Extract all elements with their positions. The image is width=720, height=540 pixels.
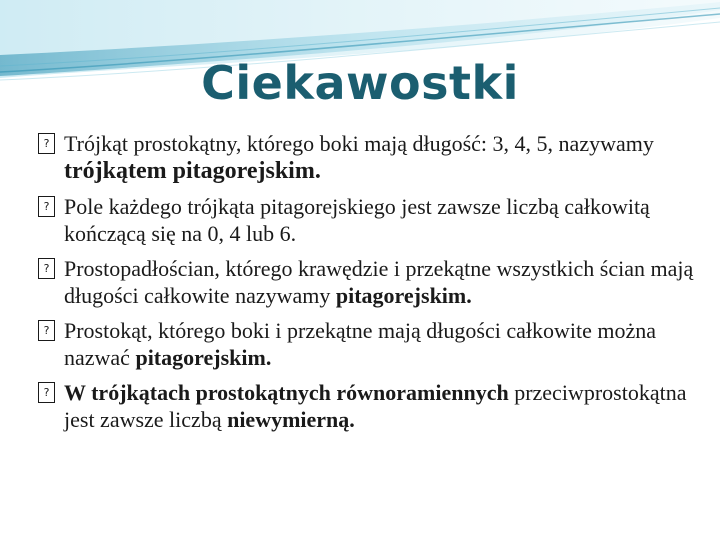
list-item: ? W trójkątach prostokątnych równoramiennych przeciwprostokątna jest zawsze liczbą niewymierną.: [38, 379, 698, 433]
missing-glyph-bullet-icon: ?: [38, 320, 55, 341]
slide-title: Ciekawostki: [201, 56, 519, 110]
missing-glyph-bullet-icon: ?: [38, 382, 55, 403]
list-item: ? Prostokąt, którego boki i przekątne mają długości całkowite można nazwać pitagorejskim.: [38, 317, 698, 371]
bullet-list: [38, 130, 698, 441]
missing-glyph-bullet-icon: ?: [38, 196, 55, 217]
list-item: ? Prostopadłościan, którego krawędzie i przekątne wszystkich ścian mają długości całkowite nazywamy pitagorejskim.: [38, 255, 698, 309]
list-item: ? Trójkąt prostokątny, którego boki mają długość: 3, 4, 5, nazywamy trójkątem pitagorejskim.: [38, 130, 698, 185]
missing-glyph-bullet-icon: ?: [38, 133, 55, 154]
missing-glyph-bullet-icon: ?: [38, 258, 55, 279]
list-item: ? Pole każdego trójkąta pitagorejskiego jest zawsze liczbą całkowitą kończącą się na 0, 4 lub 6.: [38, 193, 698, 247]
